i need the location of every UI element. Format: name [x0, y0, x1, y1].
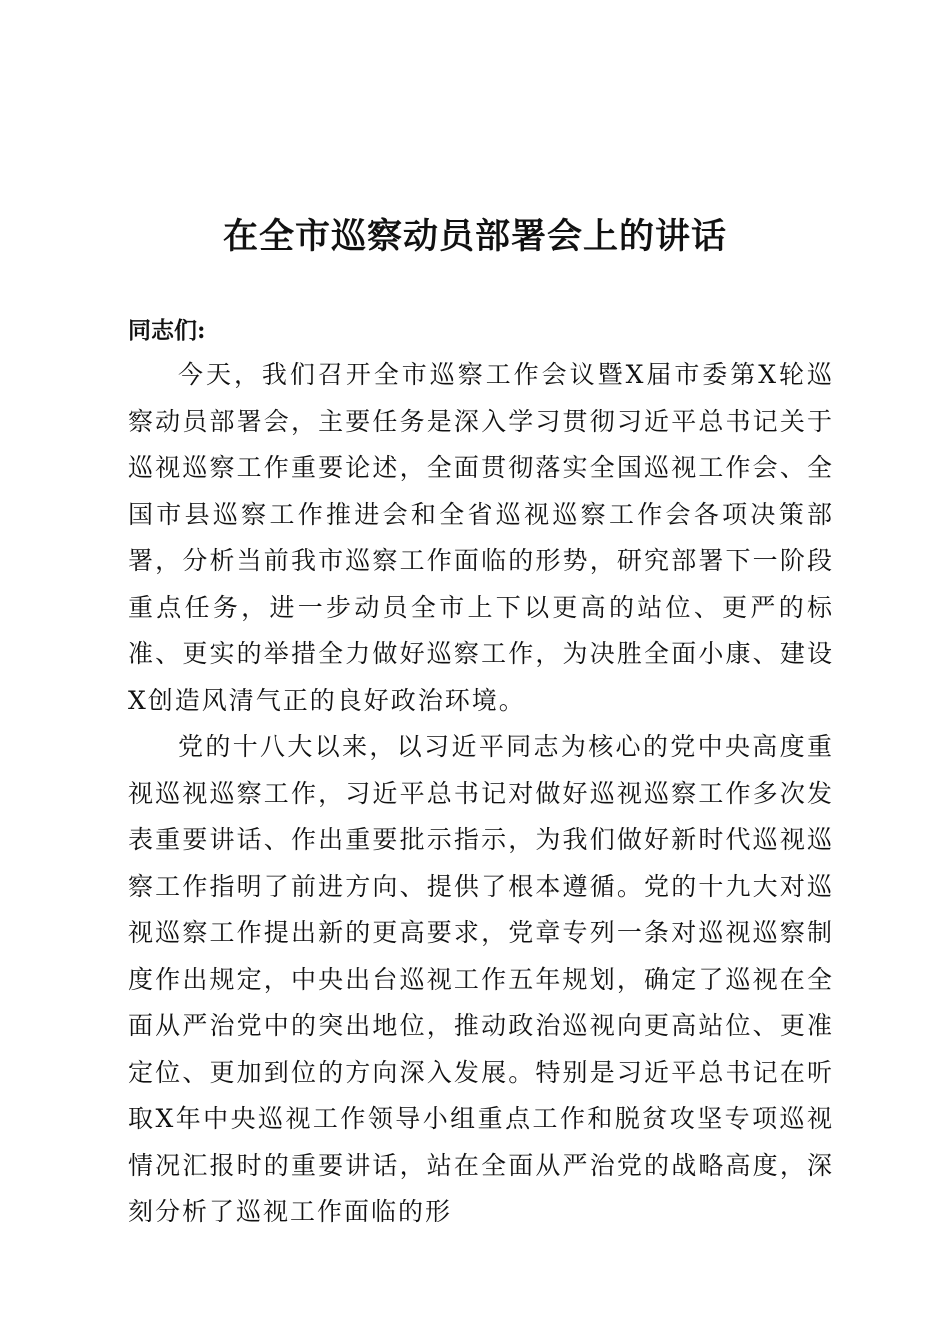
document-body	[128, 310, 834, 1236]
paragraph-2: 党的十八大以来，以习近平同志为核心的党中央高度重视巡视巡察工作，习近平总书记对做好巡视巡察工作多次发表重要讲话、作出重要批示指示，为我们做好新时代巡视巡察工作指明了前进方向、提供了根本遵循。党的十九大对巡视巡察工作提出新的更高要求，党章专列一条对巡视巡察制度作出规定，中央出台巡视工作五年规划，确定了巡视在全面从严治党中的突出地位，推动政治巡视向更高站位、更准定位、更加到位的方向深入发展。特别是习近平总书记在听取X年中央巡视工作领导小组重点工作和脱贫攻坚专项巡视情况汇报时的重要讲话，站在全面从严治党的战略高度，深刻分析了巡视工作面临的形	[128, 732, 834, 1226]
paragraph-1: 今天，我们召开全市巡察工作会议暨X届市委第X轮巡察动员部署会，主要任务是深入学习贯彻习近平总书记关于巡视巡察工作重要论述，全面贯彻落实全国巡视工作会、全国市县巡察工作推进会和全省巡视巡察工作会各项决策部署，分析当前我市巡察工作面临的形势，研究部署下一阶段重点任务，进一步动员全市上下以更高的站位、更严的标准、更实的举措全力做好巡察工作，为决胜全面小康、建设X创造风清气正的良好政治环境。	[128, 360, 834, 715]
document-title: 在全市巡察动员部署会上的讲话	[222, 216, 727, 257]
salutation: 同志们:	[128, 317, 206, 344]
